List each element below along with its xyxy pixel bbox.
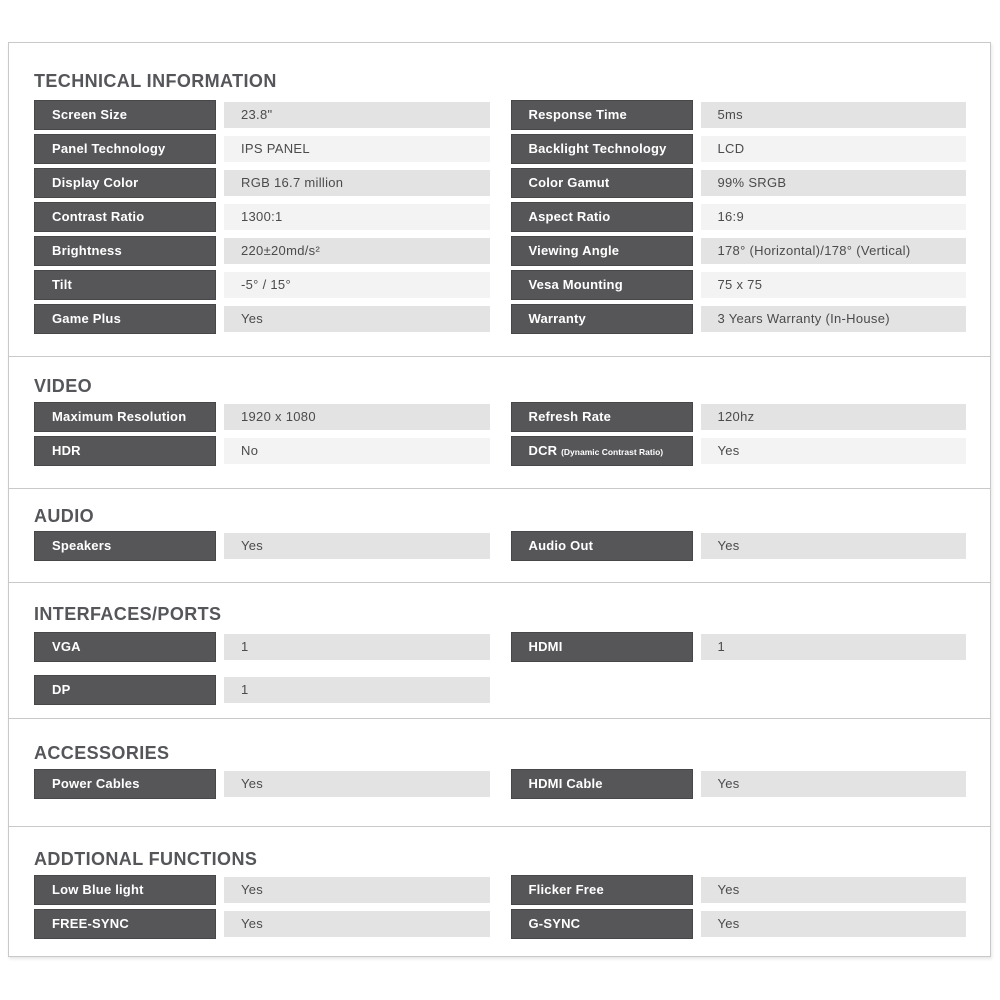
value-warranty: 3 Years Warranty (In-House) (701, 306, 967, 332)
row-response-time (511, 100, 967, 130)
value-brightness: 220±20md/s² (224, 238, 490, 264)
label-contrast-ratio: Contrast Ratio (34, 202, 216, 232)
label-tilt: Tilt (34, 270, 216, 300)
section-interfaces-ports (9, 582, 990, 718)
label-power-cables: Power Cables (34, 769, 216, 799)
value-dp: 1 (224, 677, 490, 703)
column-right (511, 632, 967, 718)
label-dcr-note: (Dynamic Contrast Ratio) (561, 447, 664, 457)
value-game-plus: Yes (224, 306, 490, 332)
label-dp: DP (34, 675, 216, 705)
label-panel-technology: Panel Technology (34, 134, 216, 164)
column-left (34, 402, 490, 470)
section-title: INTERFACES/PORTS (34, 604, 222, 624)
row-brightness (34, 236, 490, 266)
spec-grid (34, 402, 966, 470)
spec-grid (34, 531, 966, 565)
row-vesa-mounting (511, 270, 967, 300)
value-tilt: -5° / 15° (224, 272, 490, 298)
row-contrast-ratio (34, 202, 490, 232)
value-hdmi: 1 (701, 634, 967, 660)
row-flicker-free (511, 875, 967, 905)
value-low-blue-light: Yes (224, 877, 490, 903)
label-brightness: Brightness (34, 236, 216, 266)
section-title: VIDEO (34, 376, 93, 396)
label-flicker-free: Flicker Free (511, 875, 693, 905)
label-game-plus: Game Plus (34, 304, 216, 334)
spec-panel (8, 42, 991, 957)
label-viewing-angle: Viewing Angle (511, 236, 693, 266)
spec-grid (34, 875, 966, 943)
label-low-blue-light: Low Blue light (34, 875, 216, 905)
row-tilt (34, 270, 490, 300)
label-screen-size: Screen Size (34, 100, 216, 130)
label-hdr: HDR (34, 436, 216, 466)
value-response-time: 5ms (701, 102, 967, 128)
column-right (511, 769, 967, 803)
label-audio-out: Audio Out (511, 531, 693, 561)
column-right (511, 100, 967, 338)
spec-grid (34, 100, 966, 338)
row-game-plus (34, 304, 490, 334)
row-screen-size (34, 100, 490, 130)
value-screen-size: 23.8" (224, 102, 490, 128)
value-speakers: Yes (224, 533, 490, 559)
row-low-blue-light (34, 875, 490, 905)
spec-grid (34, 769, 966, 803)
row-free-sync (34, 909, 490, 939)
value-color-gamut: 99% SRGB (701, 170, 967, 196)
column-left (34, 632, 490, 718)
label-g-sync: G-SYNC (511, 909, 693, 939)
label-vga: VGA (34, 632, 216, 662)
label-aspect-ratio: Aspect Ratio (511, 202, 693, 232)
section-title: ADDTIONAL FUNCTIONS (34, 849, 258, 869)
value-flicker-free: Yes (701, 877, 967, 903)
column-left (34, 100, 490, 338)
label-hdmi: HDMI (511, 632, 693, 662)
label-display-color: Display Color (34, 168, 216, 198)
label-response-time: Response Time (511, 100, 693, 130)
value-g-sync: Yes (701, 911, 967, 937)
row-panel-technology (34, 134, 490, 164)
value-free-sync: Yes (224, 911, 490, 937)
section-audio (9, 488, 990, 582)
column-right (511, 402, 967, 470)
column-left (34, 875, 490, 943)
row-dcr (511, 436, 967, 466)
label-speakers: Speakers (34, 531, 216, 561)
row-power-cables (34, 769, 490, 799)
column-left (34, 769, 490, 803)
row-hdmi-cable (511, 769, 967, 799)
value-power-cables: Yes (224, 771, 490, 797)
label-dcr-main: DCR (528, 443, 558, 458)
label-maximum-resolution: Maximum Resolution (34, 402, 216, 432)
value-vesa-mounting: 75 x 75 (701, 272, 967, 298)
row-audio-out (511, 531, 967, 561)
section-additional-functions (9, 826, 990, 956)
row-hdr (34, 436, 490, 466)
column-right (511, 531, 967, 565)
row-color-gamut (511, 168, 967, 198)
value-contrast-ratio: 1300:1 (224, 204, 490, 230)
value-dcr: Yes (701, 438, 967, 464)
label-free-sync: FREE-SYNC (34, 909, 216, 939)
value-maximum-resolution: 1920 x 1080 (224, 404, 490, 430)
row-warranty (511, 304, 967, 334)
section-technical-information (9, 43, 990, 356)
row-vga (34, 632, 490, 662)
column-right (511, 875, 967, 943)
value-hdmi-cable: Yes (701, 771, 967, 797)
row-refresh-rate (511, 402, 967, 432)
row-hdmi (511, 632, 967, 662)
label-vesa-mounting: Vesa Mounting (511, 270, 693, 300)
value-hdr: No (224, 438, 490, 464)
section-video (9, 356, 990, 488)
label-hdmi-cable: HDMI Cable (511, 769, 693, 799)
row-viewing-angle (511, 236, 967, 266)
label-backlight-technology: Backlight Technology (511, 134, 693, 164)
row-dp (34, 675, 490, 705)
row-speakers (34, 531, 490, 561)
section-accessories (9, 718, 990, 826)
value-aspect-ratio: 16:9 (701, 204, 967, 230)
value-backlight-technology: LCD (701, 136, 967, 162)
label-warranty: Warranty (511, 304, 693, 334)
value-vga: 1 (224, 634, 490, 660)
row-display-color (34, 168, 490, 198)
row-g-sync (511, 909, 967, 939)
spec-grid (34, 632, 966, 718)
label-color-gamut: Color Gamut (511, 168, 693, 198)
value-display-color: RGB 16.7 million (224, 170, 490, 196)
row-backlight-technology (511, 134, 967, 164)
value-refresh-rate: 120hz (701, 404, 967, 430)
label-refresh-rate: Refresh Rate (511, 402, 693, 432)
value-panel-technology: IPS PANEL (224, 136, 490, 162)
value-audio-out: Yes (701, 533, 967, 559)
row-aspect-ratio (511, 202, 967, 232)
column-left (34, 531, 490, 565)
section-title: ACCESSORIES (34, 743, 170, 763)
section-title: TECHNICAL INFORMATION (34, 71, 277, 91)
row-maximum-resolution (34, 402, 490, 432)
value-viewing-angle: 178° (Horizontal)/178° (Vertical) (701, 238, 967, 264)
label-dcr (511, 436, 693, 466)
section-title: AUDIO (34, 506, 94, 526)
